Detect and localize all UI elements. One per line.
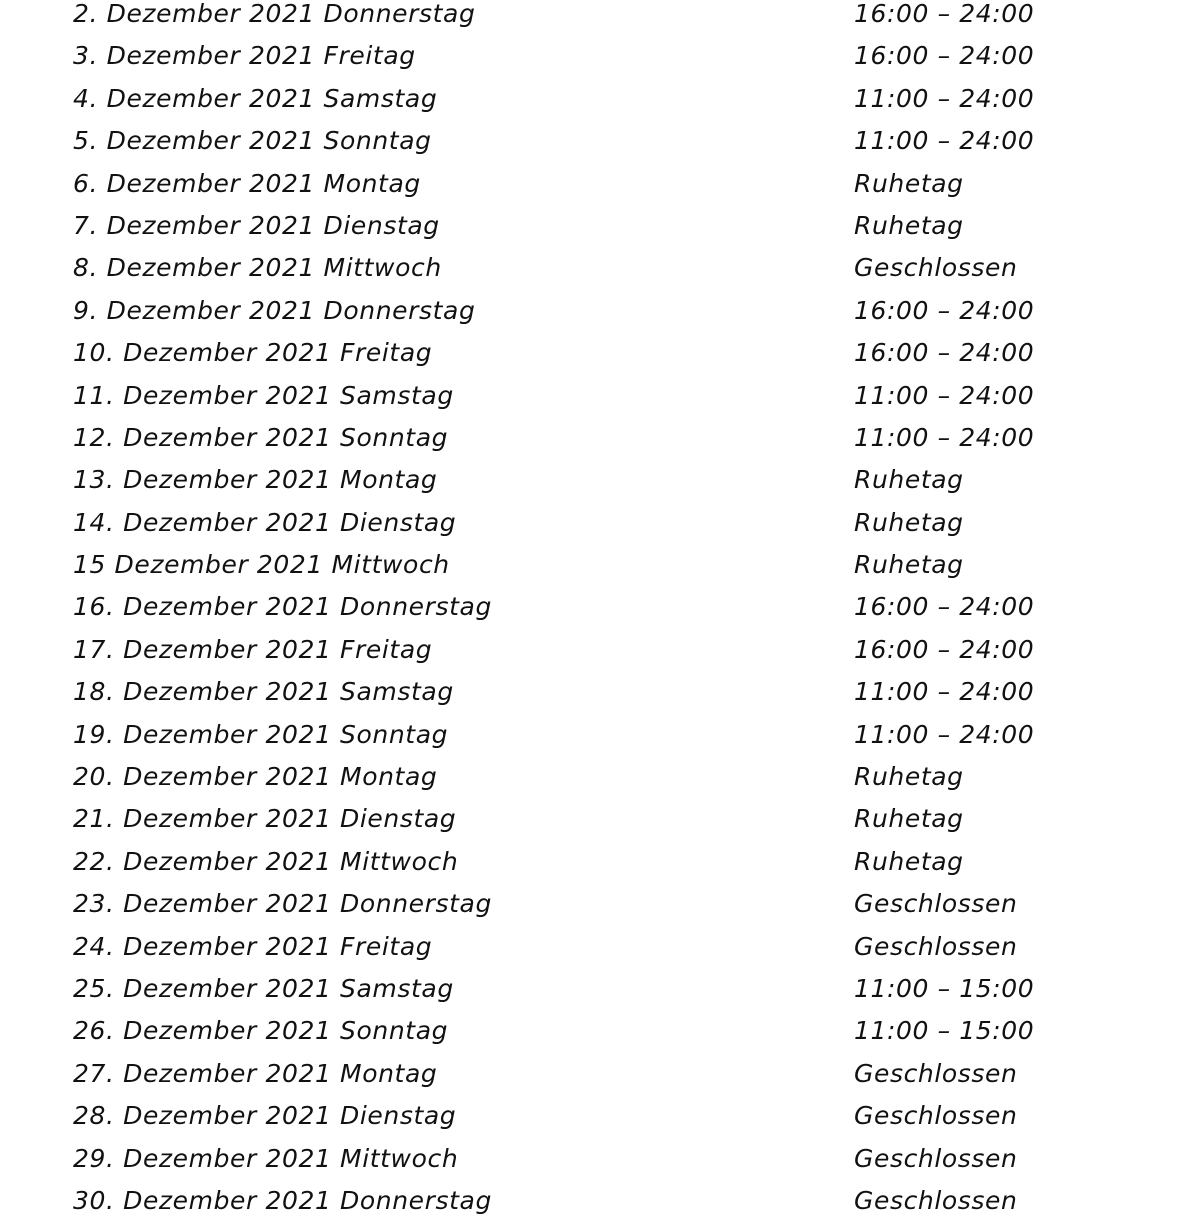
date-label: 10. Dezember 2021 Freitag (73, 338, 433, 368)
schedule-row (0, 163, 1200, 205)
hours-label: Geschlossen (854, 889, 1018, 919)
hours-label: 11:00 – 15:00 (854, 973, 1035, 1003)
schedule-row (0, 290, 1200, 332)
date-label: 11. Dezember 2021 Samstag (73, 380, 454, 410)
hours-label: Ruhetag (854, 168, 964, 198)
schedule-row (0, 375, 1200, 417)
schedule-row (0, 968, 1200, 1010)
date-label: 7. Dezember 2021 Dienstag (73, 210, 440, 240)
hours-label: Geschlossen (854, 1143, 1018, 1173)
date-label: 26. Dezember 2021 Sonntag (73, 1016, 449, 1046)
date-label: 12. Dezember 2021 Sonntag (73, 422, 449, 452)
schedule-row (0, 629, 1200, 671)
hours-label: 11:00 – 24:00 (854, 719, 1035, 749)
schedule-row (0, 417, 1200, 459)
schedule-row (0, 0, 1200, 35)
date-label: 14. Dezember 2021 Dienstag (73, 507, 457, 537)
date-label: 21. Dezember 2021 Dienstag (73, 804, 457, 834)
date-label: 2. Dezember 2021 Donnerstag (73, 0, 476, 28)
date-label: 17. Dezember 2021 Freitag (73, 634, 433, 664)
hours-label: Geschlossen (854, 253, 1018, 283)
hours-label: Geschlossen (854, 931, 1018, 961)
date-label: 23. Dezember 2021 Donnerstag (73, 889, 492, 919)
date-label: 15 Dezember 2021 Mittwoch (73, 550, 450, 580)
hours-label: Geschlossen (854, 1185, 1018, 1215)
hours-label: Geschlossen (854, 1101, 1018, 1131)
schedule-row (0, 1138, 1200, 1180)
hours-label: 16:00 – 24:00 (854, 41, 1035, 71)
hours-label: 16:00 – 24:00 (854, 0, 1035, 28)
hours-label: 11:00 – 24:00 (854, 126, 1035, 156)
hours-label: 11:00 – 15:00 (854, 1016, 1035, 1046)
date-label: 16. Dezember 2021 Donnerstag (73, 592, 492, 622)
hours-label: 16:00 – 24:00 (854, 634, 1035, 664)
date-label: 9. Dezember 2021 Donnerstag (73, 295, 476, 325)
hours-label: 16:00 – 24:00 (854, 592, 1035, 622)
date-label: 25. Dezember 2021 Samstag (73, 973, 454, 1003)
date-label: 20. Dezember 2021 Montag (73, 762, 438, 792)
schedule-row (0, 586, 1200, 628)
schedule-row (0, 459, 1200, 501)
hours-label: 11:00 – 24:00 (854, 422, 1035, 452)
schedule-row (0, 1095, 1200, 1137)
hours-label: 11:00 – 24:00 (854, 677, 1035, 707)
hours-label: 11:00 – 24:00 (854, 83, 1035, 113)
schedule-row (0, 78, 1200, 120)
date-label: 18. Dezember 2021 Samstag (73, 677, 454, 707)
date-label: 28. Dezember 2021 Dienstag (73, 1101, 457, 1131)
hours-label: 16:00 – 24:00 (854, 338, 1035, 368)
date-label: 5. Dezember 2021 Sonntag (73, 126, 432, 156)
schedule-row (0, 332, 1200, 374)
schedule-row (0, 247, 1200, 289)
hours-label: Ruhetag (854, 762, 964, 792)
schedule-row (0, 883, 1200, 925)
schedule-row (0, 1180, 1200, 1222)
schedule-row (0, 120, 1200, 162)
date-label: 8. Dezember 2021 Mittwoch (73, 253, 442, 283)
hours-label: Ruhetag (854, 465, 964, 495)
date-label: 30. Dezember 2021 Donnerstag (73, 1185, 492, 1215)
schedule-row (0, 35, 1200, 77)
hours-label: Ruhetag (854, 507, 964, 537)
date-label: 29. Dezember 2021 Mittwoch (73, 1143, 459, 1173)
date-label: 24. Dezember 2021 Freitag (73, 931, 433, 961)
schedule-row (0, 1053, 1200, 1095)
date-label: 3. Dezember 2021 Freitag (73, 41, 416, 71)
hours-label: 11:00 – 24:00 (854, 380, 1035, 410)
schedule-row (0, 205, 1200, 247)
schedule-row (0, 798, 1200, 840)
schedule-row (0, 714, 1200, 756)
schedule-row (0, 841, 1200, 883)
date-label: 4. Dezember 2021 Samstag (73, 83, 438, 113)
date-label: 22. Dezember 2021 Mittwoch (73, 846, 459, 876)
schedule-row (0, 671, 1200, 713)
date-label: 13. Dezember 2021 Montag (73, 465, 438, 495)
schedule-row (0, 756, 1200, 798)
schedule-row (0, 544, 1200, 586)
hours-label: Ruhetag (854, 550, 964, 580)
schedule-row (0, 1010, 1200, 1052)
date-label: 19. Dezember 2021 Sonntag (73, 719, 449, 749)
schedule-row (0, 926, 1200, 968)
hours-label: Ruhetag (854, 846, 964, 876)
hours-label: Ruhetag (854, 804, 964, 834)
hours-label: Geschlossen (854, 1058, 1018, 1088)
date-label: 27. Dezember 2021 Montag (73, 1058, 438, 1088)
schedule-row (0, 502, 1200, 544)
date-label: 6. Dezember 2021 Montag (73, 168, 421, 198)
hours-label: 16:00 – 24:00 (854, 295, 1035, 325)
hours-label: Ruhetag (854, 210, 964, 240)
